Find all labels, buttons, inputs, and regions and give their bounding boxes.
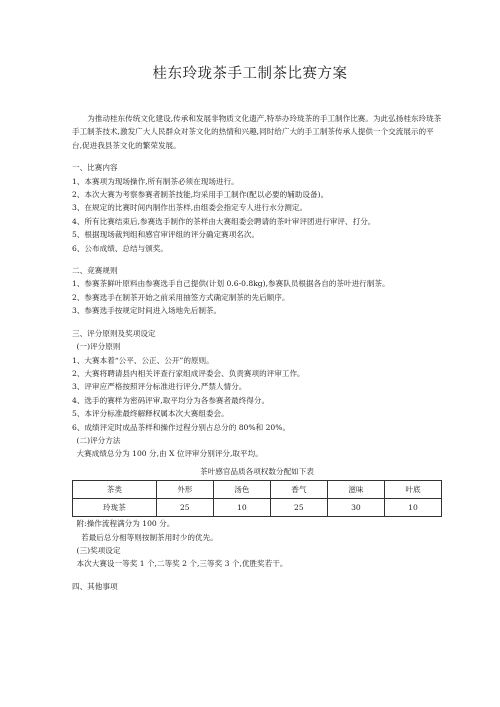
- weight-table: [72, 480, 442, 517]
- table-header-cell: 叶底: [384, 481, 441, 499]
- sec1-item-1: 1、本赛项为现场操作,所有制茶必须在现场进行。: [72, 176, 239, 186]
- awards-text: 本次大赛设一等奖 1 个,二等奖 2 个,三等奖 3 个,优胜奖若干。: [76, 559, 288, 569]
- table-cell: 25: [156, 499, 213, 517]
- section-heading-1: 一、比赛内容: [72, 163, 118, 173]
- table-header-cell: 汤色: [213, 481, 270, 499]
- subheading-scoring-principles: (一)评分原则: [76, 342, 121, 352]
- subheading-awards: (三)奖项设定: [76, 545, 121, 555]
- subheading-scoring-method: (二)评分方法: [76, 435, 121, 445]
- sec1-item-6: 6、公布成绩、总结与颁奖。: [72, 243, 168, 253]
- sec3-item-1: 1、大赛本着“公平、公正、公开”的原则。: [72, 355, 214, 365]
- sec1-item-2: 2、本次大赛为考察参赛者制茶技能,均采用手工制作(配以必要的辅助设备)。: [72, 190, 329, 200]
- section-heading-3: 三、评分原则及奖项设定: [72, 328, 156, 338]
- sec3-item-2: 2、大赛将聘请县内相关评查行家组成评委会、负责赛项的评审工作。: [72, 368, 305, 378]
- table-cell: 玲珑茶: [73, 499, 157, 517]
- table-row: [73, 499, 442, 517]
- sec3-item-6: 6、成绩评定时成品茶样和操作过程分别占总分的 80%和 20%。: [72, 422, 291, 432]
- sec1-item-4: 4、所有比赛结束后,参赛选手制作的茶样由大赛组委会聘请的茶叶审评团进行审评、打分。: [72, 216, 376, 226]
- table-cell: 25: [270, 499, 327, 517]
- document-body: [72, 112, 442, 593]
- table-caption: 茶叶感官品质各项权数分配如下表: [200, 466, 314, 476]
- intro-paragraph: 为推动桂东传统文化建设,传承和发展非物质文化遗产,特举办玲珑茶的手工制作比赛。为此弘扬桂东玲珑茶手工制茶技术,激发广大人民群众对茶文化的热情和兴趣,同时给广大的手工制茶传承人提供一个交流展示的平台,促进我县茶文化的繁荣发展。: [72, 114, 442, 150]
- table-header-cell: 滋味: [327, 481, 384, 499]
- section-heading-2: 二、竞赛规则: [72, 266, 118, 276]
- sec2-item-2: 2、参赛选手在制茶开始之前采用抽签方式确定制茶的先后顺序。: [72, 292, 290, 302]
- sec2-item-3: 3、参赛选手按规定时间进入场地先后制茶。: [72, 306, 222, 316]
- sec3-item-3: 3、评审应严格按照评分标准进行评分,严禁人情分。: [72, 382, 247, 392]
- table-note-1: 附:操作流程满分为 100 分。: [76, 519, 175, 529]
- scoring-method-text: 大赛成绩总分为 100 分,由 X 位评审分别评分,取平均。: [76, 449, 263, 459]
- section-heading-4: 四、其他事项: [72, 581, 118, 591]
- sec3-item-4: 4、选手的赛样为密码评审,取平均分为各参赛者最终得分。: [72, 395, 270, 405]
- table-header-cell: 茶类: [73, 481, 157, 499]
- table-note-2: 若最后总分相等则按制茶用时少的优先。: [81, 532, 218, 542]
- table-header-cell: 外形: [156, 481, 213, 499]
- sec1-item-5: 5、根据现场裁判组和感官审评组的评分确定赛项名次。: [72, 230, 260, 240]
- table-cell: 10: [384, 499, 441, 517]
- table-cell: 10: [213, 499, 270, 517]
- table-cell: 30: [327, 499, 384, 517]
- table-header-row: [73, 481, 442, 499]
- sec1-item-3: 3、在规定的比赛时间内制作出茶样,由组委会指定专人进行水分测定。: [72, 203, 308, 213]
- table-header-cell: 香气: [270, 481, 327, 499]
- sec2-item-1: 1、参赛茶鲜叶原料由参赛选手自己提供(计划 0.6-0.8kg),参赛队员根据各自的茶叶进行制茶。: [72, 279, 390, 289]
- sec3-item-5: 5、本评分标准最终解释权属本次大赛组委会。: [72, 409, 229, 419]
- page-title: 桂东玲珑茶手工制茶比赛方案: [152, 66, 348, 82]
